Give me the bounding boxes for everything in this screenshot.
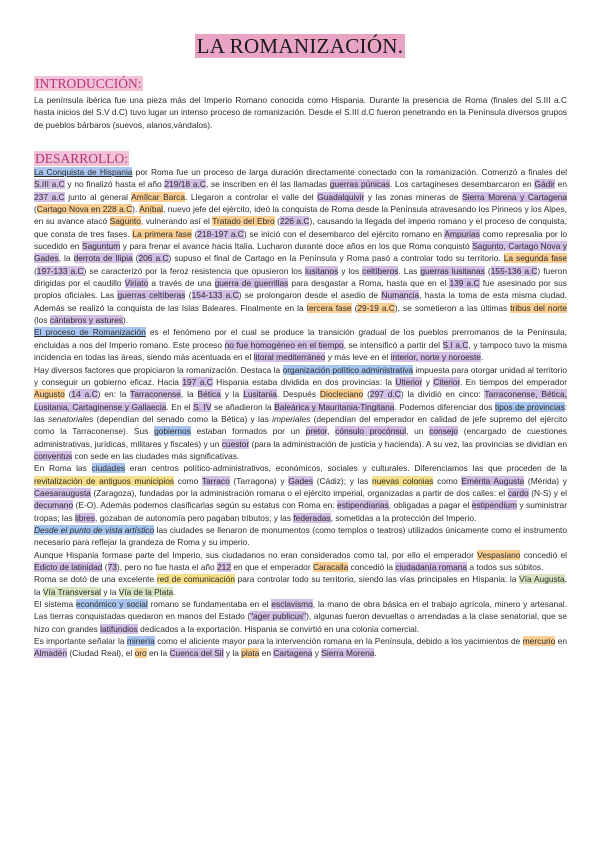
highlighted-text: estipendiarias — [337, 500, 389, 511]
highlighted-text: Tarraconense, Bética, Lusitania, Cartaginense y Gallaecia — [34, 389, 567, 412]
text-run: , obligadas a pagar el — [388, 500, 472, 511]
highlighted-text: Numancia — [381, 290, 420, 301]
text-run: romano se fundamentaba en el — [147, 599, 272, 610]
highlighted-text: S.I a.C — [442, 339, 469, 350]
highlighted-text: litoral mediterráneo — [253, 352, 326, 363]
text-run: las ciudades se llenaron de monumentos (como templos o teatros) utilizados únicamente como el instrumento necesario para reflejar la grandeza de Roma y su imperio. — [34, 524, 567, 548]
highlighted-text: S. IV — [193, 401, 212, 412]
highlighted-text: no fue homogéneo en el tiempo — [224, 339, 344, 350]
text-run: dedicados a la exportación. Hispania se convirtió en una colonia comercial. — [137, 623, 420, 634]
highlighted-text: Cartago Nova en 228 a.C — [36, 204, 133, 215]
highlighted-text: decumano — [34, 500, 74, 511]
intro-heading — [34, 76, 143, 92]
text-run: . En el — [166, 401, 194, 412]
highlighted-text: Viriato — [124, 278, 149, 289]
text-run: en — [555, 636, 567, 647]
text-run: concedió la — [348, 562, 396, 572]
highlighted-text: nuevas colonias — [372, 475, 434, 486]
text-run: . — [173, 586, 176, 597]
text-run: fue asesinado por sus propios oficiales. Las — [34, 278, 567, 301]
highlighted-text: Bética — [197, 389, 221, 400]
highlighted-text: Emérita Augusta — [461, 475, 525, 486]
highlighted-text: mercurio — [522, 636, 556, 647]
title-text: LA ROMANIZACIÓN. — [196, 34, 404, 58]
text-run: se añadieron la — [211, 401, 275, 412]
text-run: ), causando la llegada del imperio romano y el proceso de conquista, que consta de tres fases. — [34, 216, 567, 239]
highlighted-text: 197 a.C — [182, 376, 213, 387]
text-run: ( — [274, 216, 280, 227]
text-run: . Después — [276, 389, 320, 400]
highlighted-text: cántabros y astures — [49, 315, 123, 326]
highlighted-text: red de comunicación — [156, 574, 235, 585]
text-run: ( — [34, 265, 37, 276]
highlighted-text: 218-197 a.C — [197, 228, 244, 239]
highlighted-text: Sagunto, Cartago Nova y Gades — [34, 241, 567, 264]
highlighted-text: Aníbal — [139, 204, 163, 215]
highlighted-text: guerras celtíberas — [117, 290, 186, 301]
highlighted-text: Diocleciano — [319, 389, 364, 400]
highlighted-text: revitalización de antiguos municipios — [34, 475, 175, 486]
text-run: ) se inició con el desembarco del ejército romano en — [243, 228, 445, 239]
text-run: ( — [363, 389, 370, 400]
highlighted-text: 155-136 a.C — [490, 265, 538, 276]
highlighted-text: 219/18 a.C — [164, 179, 206, 190]
text-run: (N-S) y el — [528, 487, 567, 498]
text-run: ( — [185, 290, 192, 301]
highlighted-text: Citerior — [433, 376, 460, 387]
highlighted-text: pretor — [305, 426, 328, 437]
highlighted-text: 206 a.C — [138, 253, 169, 264]
text-run: (Tarragona) y — [229, 475, 289, 486]
highlighted-text: Caracalla — [312, 562, 349, 572]
text-run: , — [327, 426, 336, 437]
highlighted-text: S.III a.C — [34, 179, 65, 190]
text-run: como — [174, 475, 202, 486]
highlighted-text: Saguntum — [82, 241, 121, 252]
highlighted-text: lusitanos — [305, 265, 339, 276]
highlighted-text: La segunda fase — [503, 253, 568, 264]
text-run: (Zaragoza), fundadas por la administración romana o el ejército imperial, organizadas a partir de dos calles: el — [90, 487, 508, 498]
text-run: . — [374, 648, 377, 659]
highlighted-text: Tarraco — [201, 475, 230, 486]
text-run: ) se prolongaron desde el asedio de — [238, 290, 382, 301]
text-run: ( — [132, 253, 139, 264]
text-run: (Ciudad Real), el — [67, 648, 135, 659]
paragraph — [34, 573, 567, 598]
text-run: como el aliciente mayor para la intervención romana en la Península, debido a los yacimientos de — [154, 636, 523, 647]
text-run: . Los cartagineses desembarcaron en — [389, 179, 535, 190]
text-run: en — [259, 648, 274, 659]
paragraph — [34, 364, 567, 463]
text-run: ( — [102, 562, 108, 572]
text-run: . Podemos diferenciar dos — [394, 401, 495, 412]
text-run: (los — [34, 315, 50, 326]
highlighted-text: estipendium — [471, 500, 517, 511]
text-run: , hasta la toma de esta misma ciudad. Además se realizó la conquista de las Islas Baleares. Finalmente en la — [34, 290, 567, 313]
text-run: es el fenómeno por el cual se produce la transición gradual de los pueblos prerromanos de la Península, encluidas a nos del Imperio romano. Este proceso — [34, 327, 567, 350]
highlighted-text: gobiernos — [154, 426, 191, 437]
text-run: impuesta para otorgar unidad al territorio y conseguir un gobierno eficaz. Hacia — [34, 364, 567, 387]
highlighted-text: La primera fase — [132, 228, 192, 239]
highlighted-text: Guadalquivir — [317, 191, 365, 202]
text-run: , se intensificó a partir del — [343, 339, 443, 350]
highlighted-text: Vía Transversal — [42, 586, 102, 597]
paragraph — [34, 524, 567, 549]
highlighted-text: 29-19 a.C — [357, 302, 395, 313]
highlighted-text: 154-133 a.C — [191, 290, 239, 301]
text-run: y los — [338, 265, 363, 276]
text-run: en — [554, 179, 567, 190]
highlighted-text: 237 a.C — [34, 191, 65, 202]
text-run: En Roma las — [34, 463, 92, 474]
text-run: ), se sometieron a las últimas — [394, 302, 511, 313]
highlighted-text: Sagunto — [109, 216, 141, 227]
paragraph — [34, 598, 567, 635]
paragraph — [34, 635, 567, 660]
highlighted-text: Sierra Morena y Cartagena — [462, 191, 568, 202]
highlighted-text: 14 a.C — [71, 389, 98, 400]
highlighted-text: minería — [126, 636, 155, 647]
text-run: y más leve en el — [325, 352, 391, 363]
highlighted-text: Vía de la Plata — [118, 586, 174, 597]
text-run: , un — [406, 426, 430, 437]
desarrollo-heading-text: DESARROLLO: — [35, 151, 129, 166]
text-run: Es importante señalar la — [34, 636, 127, 647]
highlighted-text: Sierra Morena — [321, 648, 375, 659]
highlighted-text: Amílcar Barca — [131, 191, 185, 202]
highlighted-text: interior, norte y noroeste — [390, 352, 481, 363]
highlighted-text: 197-133 a.C — [36, 265, 84, 276]
text-run: en la — [146, 648, 170, 659]
text-run: estaban formados por un — [190, 426, 306, 437]
highlighted-text: federadas — [293, 512, 331, 523]
text-run: ) se caracterizó por la feroz resistencia que opusieron los — [83, 265, 306, 276]
highlighted-text: La Conquista de Hispania — [34, 167, 133, 177]
text-run: (Mérida) y — [524, 475, 567, 486]
highlighted-text: organización político administrativa — [282, 364, 414, 375]
highlighted-text: guerras púnicas — [329, 179, 390, 190]
text-run: ( — [484, 265, 491, 276]
highlighted-text: consejo — [429, 426, 459, 437]
text-run: , vulnerando así el — [140, 216, 213, 227]
highlighted-text: Almadén — [34, 648, 68, 659]
text-run: . En tiempos del emperador — [459, 376, 567, 387]
highlighted-text: Tarraconense — [130, 389, 181, 400]
highlighted-text: económico y social — [75, 599, 148, 610]
text-run: ( — [34, 204, 37, 215]
text-run: a todos sus súbitos. — [467, 562, 544, 572]
text-run: Hispania estaba dividida en dos provincias: la — [212, 376, 396, 387]
text-run: ), pero no fue hasta el año — [116, 562, 218, 572]
text-run: para controlar todo su territorio, siendo las vías principales en Hispania: la — [234, 574, 520, 585]
text-run: , la — [58, 253, 74, 264]
text-run: El sistema — [34, 599, 76, 610]
text-run: y las zonas mineras de — [364, 191, 463, 202]
highlighted-text: Gades — [288, 475, 314, 486]
text-run: ), algunas fueron devueltas o arrendadas a la clase senatorial, que se hizo con grandes — [34, 611, 567, 634]
text-run: ( — [351, 302, 358, 313]
text-run: y suministrar tropas; las — [34, 500, 567, 523]
desarrollo-body — [34, 166, 567, 660]
text-run: , se inscriben en él las llamadas — [205, 179, 330, 190]
text-run: a través de una — [148, 278, 215, 289]
highlighted-text: Cartagena — [273, 648, 313, 659]
text-run: , sometidas a la protección del Imperio. — [330, 512, 477, 523]
text-run: y no finalizó hasta el año — [64, 179, 165, 190]
highlighted-text: 73 — [107, 562, 117, 572]
highlighted-text: Caesaraugusta — [34, 487, 91, 498]
text-run: ) la dividió en cinco: — [400, 389, 485, 400]
text-run: como represalia por lo sucedido en — [34, 228, 567, 252]
highlighted-text: guerra de guerrillas — [214, 278, 289, 289]
text-run: , y tampoco tuvo la misma incidencia en todas las áreas, siendo más acentuada en el — [34, 339, 567, 363]
text-run: como — [433, 475, 462, 486]
text-run: Roma se dotó de una excelente — [34, 574, 157, 585]
highlighted-text: celtíberos — [362, 265, 399, 276]
text-run: (encargado de cuestiones administrativas, jurídicas, militares y fiscales) y un — [34, 426, 567, 449]
text-run: Hay diversos factores que propiciaron la romanización. Destaca la — [34, 364, 283, 375]
text-run: ) supuso el final de Cartago en la Península y Roma pasó a controlar todo su territorio. — [168, 253, 504, 264]
highlighted-text: Augusto — [34, 389, 65, 400]
highlighted-text: Vía Augusta — [519, 574, 565, 585]
text-run: y la — [223, 648, 242, 659]
highlighted-text: 139 a.C — [449, 278, 480, 289]
text-run: . — [480, 352, 484, 363]
text-run: eran centros político-administrativos, económicos, sociales y culturales. Diferenciamos las que proceden de la — [125, 463, 567, 474]
text-run: . Llegaron a controlar el valle del — [185, 191, 318, 202]
text-run: , gozaban de autonomía pero pagaban tributos; y las — [94, 512, 294, 523]
highlighted-text: esclavismo — [271, 599, 313, 610]
highlighted-text: Ampurias — [444, 228, 480, 239]
text-run: ) fueron dirigidas por el caudillo — [34, 265, 567, 289]
text-run: , la mano de obra básica en el trabajo agrícola, minero y artesanal. Las tierras conquistadas quedaron en manos del Estado ( — [34, 599, 567, 622]
text-run: y la — [101, 586, 119, 597]
text-run: para desgastar a Roma, hasta que en el — [288, 278, 450, 289]
text-run: senatoriales — [48, 413, 94, 424]
text-run: , la — [34, 574, 568, 597]
highlighted-text: 297 d.C — [369, 389, 401, 400]
text-run: : las — [34, 401, 567, 424]
highlighted-text: 226 a.C — [279, 216, 310, 227]
text-run: y la — [220, 389, 244, 400]
text-run: por Roma fue un proceso de larga duración directamente conectado con la romanización. Comenzó a finales del — [132, 167, 567, 177]
highlighted-text: cardo — [507, 487, 529, 498]
text-run: con sede en las ciudades más significativas. — [72, 450, 240, 461]
text-run: ) en: la — [97, 389, 131, 400]
paragraph — [34, 549, 567, 574]
text-run: ( — [64, 389, 72, 400]
highlighted-text: tribus del norte — [510, 302, 568, 313]
highlighted-text: cuestor — [221, 438, 250, 449]
text-run: (E-O). Además podemos clasificarlas según su estatus con Roma en: — [73, 500, 338, 511]
text-run: . Las — [398, 265, 421, 276]
text-run: , nuevo jefe del ejército, ideó la conquista de Roma desde la Península atravesando los Pirineos y los Alpes, en su avance atacó — [34, 204, 567, 227]
highlighted-text: El proceso de Romanización — [34, 327, 146, 338]
text-run: (Cádiz); y las — [313, 475, 373, 486]
desarrollo-heading — [34, 151, 129, 167]
highlighted-text: Cuenca del Sil — [169, 648, 224, 659]
highlighted-text: libres — [74, 512, 95, 523]
text-run: , la — [180, 389, 198, 400]
highlighted-text: conventus — [34, 450, 73, 461]
text-run: y para frenar el avance hacia Italia. Lucharon durante doce años en los que Roma conquistó — [120, 241, 473, 252]
highlighted-text: Baleárica y Mauritania-Tingitana — [274, 401, 395, 412]
text-run: imperiales — [272, 413, 311, 424]
text-run: concedió el — [520, 549, 568, 560]
highlighted-text: latifundios — [100, 623, 138, 634]
highlighted-text: guerras lusitanas — [420, 265, 485, 276]
document-title — [0, 34, 600, 59]
highlighted-text: cónsulo procónsul — [335, 426, 407, 437]
text-run: Aunque Hispania formase parte del Imperio, sus ciudadanos no eran considerados como tal, por ello el emperador — [34, 549, 478, 560]
text-run: ). — [132, 204, 140, 215]
text-run: y — [312, 648, 322, 659]
highlighted-text: Ulterior — [395, 376, 423, 387]
highlighted-text: Vespasiano — [477, 549, 521, 560]
paragraph — [34, 326, 567, 363]
highlighted-text: 212 — [217, 562, 231, 572]
highlighted-text: oro — [134, 648, 147, 659]
paragraph — [34, 94, 567, 131]
paragraph — [34, 166, 567, 326]
text-run: ( — [191, 228, 198, 239]
text-run: (dependían del emperador en calidad de jefe supremo del ejército como la Tarraconense). Sus — [34, 413, 567, 437]
highlighted-text: derrota de Ilipia — [73, 253, 133, 264]
highlighted-text: tipos de provincias — [494, 401, 565, 412]
highlighted-text: tercera fase — [306, 302, 352, 313]
highlighted-text: Edicto de latinidad — [34, 562, 103, 572]
text-run: junto al general — [64, 191, 132, 202]
text-run: en que el emperador — [231, 562, 313, 572]
highlighted-text: Desde el punto de vista artístico — [34, 524, 155, 535]
highlighted-text: plata — [241, 648, 260, 659]
highlighted-text: ciudades — [91, 463, 126, 474]
text-run: (para la administración de justicia y hacienda). A su vez, las provincias se dividían en — [249, 438, 568, 449]
highlighted-text: "ager publicus" — [250, 611, 307, 622]
intro-heading-text: INTRODUCCIÓN: — [35, 76, 142, 91]
highlighted-text: Tratado del Ebro — [212, 216, 275, 227]
text-run: y — [422, 376, 434, 387]
text-run: ). — [122, 315, 129, 326]
highlighted-text: Gádir — [534, 179, 555, 190]
highlighted-text: Lusitania — [243, 389, 277, 400]
text-run: (dependían del senado como la Bética) y las — [93, 413, 273, 424]
highlighted-text: ciudadanía romana — [395, 562, 468, 572]
paragraph — [34, 462, 567, 524]
intro-body — [34, 94, 567, 131]
text-run: La península ibérica fue una pieza más del Imperio Romano conocida como Hispania. Durante la presencia de Roma (finales del S.III a.C hasta inicios del S.V d.C) tuvo lugar un intenso proceso de romanización. Desde el S.III d.C fueron penetrando en la Península diversos grupos de pueblos bárbaros (suevos, alanos,vándalos). — [34, 95, 567, 130]
